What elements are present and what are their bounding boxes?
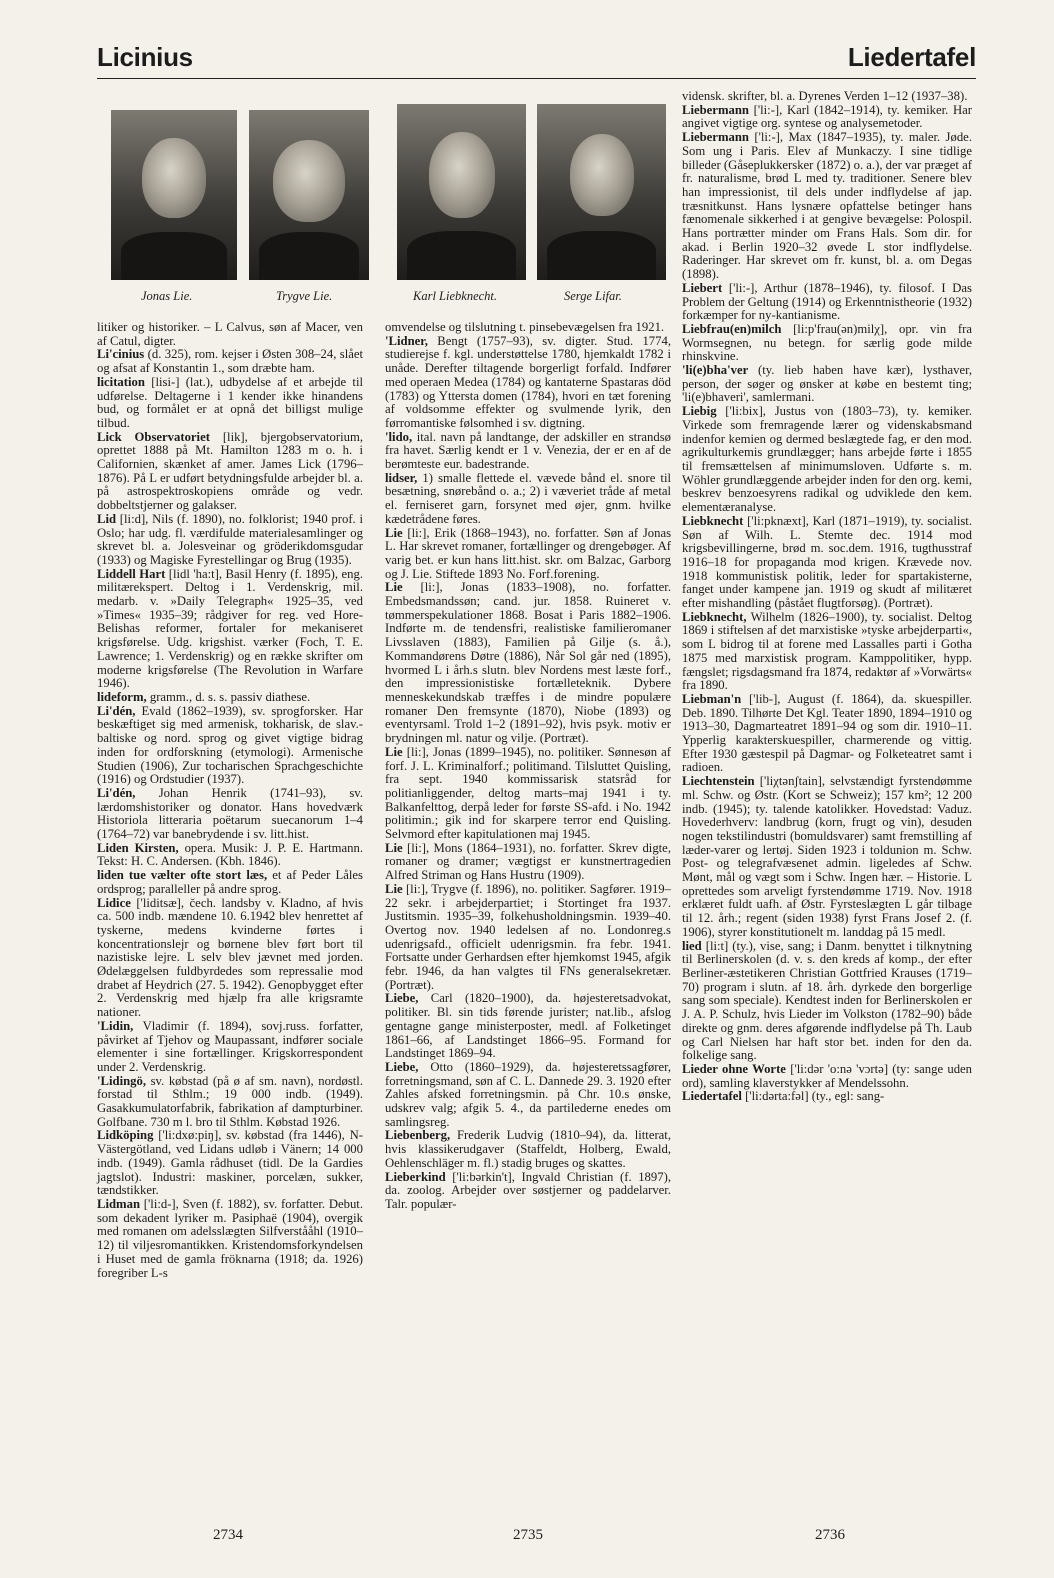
entry-text: (d. 325), rom. kejser i Østen 308–24, slået og afsat af Konstantin 1., som dræbte ham. (97, 347, 364, 376)
dictionary-entry (682, 131, 972, 282)
entry-text: [lisi-] (lat.), udbydelse af et arbejde til udførelse. Deltagerne i 1 kender ikke hinandens bud, og formålet er at opnå det billigst mulige tilbud. (97, 374, 364, 430)
photo-caption: Trygve Lie. (276, 289, 333, 303)
dictionary-entry (682, 282, 972, 323)
dictionary-entry (97, 348, 363, 375)
entry-text: [li:d], Nils (f. 1890), no. folklorist; 1940 prof. i Oslo; har udg. fl. værdifulde materialesamlinger og skrevet bl. a. Jolesveinar og gröderikdomsgudar (1933) og Magiske Fyrestellingar og Brug (1935). (97, 511, 363, 567)
entry-text: Vladimir (f. 1894), sovj.russ. forfatter, påvirket af Tjehov og Maupassant, indfører sociale elementer i sine fortællinger. Krigskorrespondent under 2. Verdenskrig. (97, 1018, 363, 1074)
portrait-trygve-lie (249, 110, 369, 280)
dictionary-entry (385, 581, 671, 745)
entry-text: sv. købstad (på ø af sm. navn), nordøstl. forstad til Sthlm.; 19 000 indb. (1949). Gasakkumulatorfabrik, fabrikation af dampturbiner. Golfbane. 730 m l. bro til Sthlm. Købstad 1926. (97, 1073, 364, 1129)
dictionary-entry (97, 376, 363, 431)
text-column-2 (385, 321, 671, 1212)
entry-headword: Lidice (97, 895, 131, 910)
dictionary-entry (682, 323, 972, 364)
entry-text: (ty. lieb haben have kær), lysthaver, person, der søger og ønsker at købe en bestemt ting; 'li(e)bhaveri', samlermani. (682, 363, 973, 405)
portrait-jonas-lie (111, 110, 237, 280)
dictionary-entry (385, 1061, 671, 1130)
entry-headword: lied (682, 938, 702, 953)
entry-text: ['li:dər 'o:nə 'vɔrtə] (ty: sange uden ord), samling klaverstykker af Mendelssohn. (682, 1061, 973, 1090)
entry-text: ['li:-], Max (1847–1935), ty. maler. Jøde. Som ung i Paris. Elev af Munkaczy. I sine tidlige billeder (Gåseplukkersker (1872) o. a.), der var præget af fr. naturalisme, brød L med ty. traditioner. Senere blev han impressionist, til dels under indflydelse af jap. træsnitkunst. Hans lysnære opfattelse betinger hans fænomenale sikkerhed i at gengive bevægelse: Polospil. Hans portrætter minder om Frans Hals. Som dir. for akad. i Berlin 1920–32 øvede L stor indflydelse. Raderinger. Har skrevet om fr. kunst, bl. a. om Degas (1898). (682, 130, 972, 282)
entry-text: ['liditsæ], čech. landsby v. Kladno, af hvis ca. 500 indb. mændene 10. 6.1942 blev henrettet af tyskerne, medens kvinderne førtes i koncentrationslejr og børnene blev ført bort til nazistiske lejre. L selv blev jævnet med jorden. Ødelæggelsen fuldbyrdedes som repressalie mod drabet af Heydrich (27. 5. 1942). Genopbygget efter 2. Verdenskrig med hjælp fra alle krigsramte nationer. (97, 895, 364, 1020)
running-head-right: Liedertafel (847, 42, 976, 72)
page-number-left: 2734 (213, 1527, 243, 1543)
dictionary-entry (97, 1020, 363, 1075)
dictionary-entry (385, 842, 671, 883)
entry-text: [li:], Jonas (1899–1945), no. politiker. Sønnesøn af forf. J. L. Kriminalforf.; politimand. Tilsluttet Quisling, fra sept. 1940 kommissarisk statsråd for politianliggender, deltog marts–maj 1941 i ty. Balkanfelttog, derpå leder for første SS-afd. i No. 1942 politimin.; gik ind for skarpere terror end Quisling. Selvmord efter kapitulationen maj 1945. (385, 744, 672, 842)
photo-caption: Jonas Lie. (141, 289, 193, 303)
entry-text: Bengt (1757–93), sv. digter. Stud. 1774, studierejse f. kgl. understøttelse 1780, hjemkaldt 1782 i unåde. Derefter tiltagende borgerligt forfald. Indfører med operaen Medea (1784) og kantaterne Spastaras död (1783) og Yttersta domen (1784), hvori en tæt forening af voldsomme effekter og svulmende lyrik, den førromantiske følsomhed i sv. digtning. (385, 333, 672, 430)
dictionary-entry (97, 431, 363, 513)
entry-text: ['li:bix], Justus von (1803–73), ty. kemiker. Virkede som fremragende lærer og videnskabsmand indenfor kemien og dermed beslægtede fag, er den mod. agrikulturkemis grundlægger; hans arbejde førte i 1855 til fremsættelsen af minimumsloven. Udførte s. m. Wöhler grundlæggende arbejder inden for den org. kemi, beskrev benzoesyrens radikal og udviklede den kem. elementæranalyse. (682, 404, 972, 515)
entry-text: [li:], Mons (1864–1931), no. forfatter. Skrev digte, romaner og dramer; vægtigst er kunstnertragedien Alfred Striman og Hans Hustru (1909). (385, 840, 671, 883)
dictionary-entry (682, 90, 972, 104)
dictionary-entry (97, 513, 363, 568)
entry-text: [li:], Jonas (1833–1908), no. forfatter. Embedsmandssøn; cand. jur. 1858. Ruineret v. tømmerspekulationer 1868. Bosat i Paris 1882–1906. Indførte m. de tendensfri, realistiske familieromaner Livsslaven (1883), Familien på Gilje (s. å.), Kommandørens Døtre (1886), Når Sol går ned (1895), hvormed L i årh.s slutn. blev Nordens mest læste forf., den impressionistiske fortælleteknik. Dybere menneskekundskab træffes i de mindre populære romaner Den fremsynte (1870), Niobe (1893) og eventyrsaml. Trold 1–2 (1891–92), hvis psyk. motiv er brydningen ml. natur og vilje. (Portræt). (385, 580, 671, 746)
entry-text: ['li:d-], Sven (f. 1882), sv. forfatter. Debut. som dekadent lyriker m. Pasiphaë (1904), overgik med romanen om adelsslægten Silfverstååhl (1910–12) til viljesromantikken. Kristendomsforkyndelsen i Huset med de gamla fröknarna (1918; da. 1926) foregriber L-s (97, 1197, 364, 1280)
entry-headword: Liebenberg, (385, 1128, 451, 1143)
entry-headword: Liebknecht, (682, 609, 747, 624)
dictionary-entry (97, 869, 363, 896)
photo-caption: Karl Liebknecht. (413, 289, 498, 303)
dictionary-entry (682, 515, 972, 611)
dictionary-entry (682, 775, 972, 939)
entry-headword: Lie (385, 580, 403, 595)
entry-headword: 'Lidingö, (97, 1073, 147, 1088)
dictionary-entry (385, 992, 671, 1061)
entry-text: litiker og historiker. – L Calvus, søn af Macer, ven af Catul, digter. (97, 320, 363, 348)
dictionary-entry (97, 568, 363, 691)
entry-headword: Liebman'n (682, 691, 742, 706)
entry-headword: Liebfrau(en)milch (682, 321, 782, 336)
entry-text: ['li:-], Arthur (1878–1946), ty. filosof. I Das Problem der Geltung (1914) og Erkenntnistheorie (1932) forkæmper for ny-kantianisme. (682, 280, 972, 323)
dictionary-entry (682, 104, 972, 131)
entry-headword: Lie (385, 525, 403, 540)
entry-text: [li:t] (ty.), vise, sang; i Danm. benyttet i tilknytning til Berlinerskolen (d. v. s. den kreds af komp., der efter Berliner-æstetikeren Christian Gottfried Krauses (1719–70) program i slutn. af 18. årh. dyrkede den borgerlige sang som speciale). Kendtest inden for Berlinerskolen er J. A. P. Schulz, hvis Lieder im Volkston (1782–90) både direkte og gnm. deres afgørende indflydelse på Th. Laub og Carl Nielsen har haft stor bet. inden for den da. folkelige sang. (682, 938, 972, 1063)
entry-headword: Liden Kirsten, (97, 840, 179, 855)
entry-headword: Liebe, (385, 991, 419, 1006)
entry-text: et af Peder Låles ordsprog; paralleller på andre sprog. (97, 868, 363, 896)
entry-headword: licitation (97, 374, 145, 389)
entry-headword: Li'dén, (97, 703, 136, 718)
dictionary-entry (385, 883, 671, 993)
entry-headword: Liddell Hart (97, 566, 166, 581)
entry-text: [lik], bjergobservatorium, oprettet 1888 på Mt. Hamilton 1283 m o. h. i Californien, skænket af amer. James Lick (1796–1876). På L er udført betydningsfulde arbejder bl. a. på astrospektroskopiens område og vedr. dobbeltstjerner og galakser. (97, 429, 363, 513)
entry-text: Carl (1820–1900), da. højesteretsadvokat, politiker. Bl. sin tids førende jurister; nat.lib., afslog gentagne gange ministerposter, medl. af Folketinget 1861–66, af Landstinget 1866–95. Formand for Landstinget 1869–94. (385, 991, 671, 1061)
entry-text: Evald (1862–1939), sv. sprogforsker. Har beskæftiget sig med armenisk, tokharisk, de slav.-baltiske og nord. sprog og givet vigtige bidrag inden for ordforskning (etymologi). Armenische Studien (1906), Zur tocharischen Sprachgeschichte (1916) og Ordstudier (1937). (97, 703, 363, 787)
entry-headword: Lick Observatoriet (97, 429, 210, 444)
dictionary-entry (682, 405, 972, 515)
entry-text: gramm., d. s. s. passiv diathese. (149, 689, 311, 704)
entry-text: Wilhelm (1826–1900), ty. socialist. Deltog 1869 i stiftelsen af det marxistiske »tyske arbejderparti«, som L bidrog til at forene med Lassalles parti i Gotha 1875 med marxistisk program. Kamppolitiker, hypp. fængslet; rigsdagsmand fra 1874, redaktør af »Vorwärts« fra 1890. (682, 609, 972, 693)
entry-headword: Liebe, (385, 1059, 419, 1074)
entry-headword: liden tue vælter ofte stort læs, (97, 868, 268, 883)
entry-headword: Lieberkind (385, 1169, 446, 1184)
entry-headword: 'li(e)bha'ver (682, 363, 749, 378)
entry-text: ital. navn på landtange, der adskiller en strandsø fra havet. Særlig kendt er 1 v. Venezia, der er en af de berømteste eur. badestrande. (385, 429, 671, 472)
entry-text: ['li:dərta:fəl] (ty., egl: sang- (745, 1089, 885, 1104)
page-number-right: 2736 (815, 1527, 845, 1543)
dictionary-entry (682, 1063, 972, 1090)
entry-text: Otto (1860–1929), da. højesteretssagfører, forretningsmand, søn af C. L. Dannede 29. 3. 1920 efter Zahles afsked forretningsmin. på Chr. 10.s ønske, udskrev valg; afgik 5. 4., da partilederne enedes om samlingsreg. (385, 1059, 671, 1129)
entry-headword: Lid (97, 511, 117, 526)
entry-text: ['li:bərkin't], Ingvald Christian (f. 1897), da. zoolog. Arbejder over søstjerner og paddelarver. Talr. populær- (385, 1169, 671, 1211)
entry-text: vidensk. skrifter, bl. a. Dyrenes Verden 1–12 (1937–38). (682, 89, 968, 103)
entry-text: ['li:dxø:piŋ], sv. købstad (fra 1446), N-Västergötland, ved Lidans udløb i Vänern; 14 000 indb. (1949). Gamla rådhuset (tidl. De la Gardies jagtslot). Industri: maskiner, porcelæn, sukker, tændstikker. (97, 1128, 364, 1198)
entry-headword: Liechtenstein (682, 774, 755, 789)
entry-headword: Liebermann (682, 130, 749, 145)
dictionary-entry (385, 527, 671, 582)
dictionary-entry (682, 611, 972, 693)
entry-headword: 'lido, (385, 429, 413, 444)
dictionary-entry (97, 691, 363, 705)
dictionary-entry (97, 1075, 363, 1130)
entry-headword: Liebert (682, 280, 723, 295)
dictionary-entry (385, 335, 671, 431)
entry-headword: lideform, (97, 689, 147, 704)
entry-headword: Li'dén, (97, 785, 136, 800)
entry-headword: Lidköping (97, 1128, 154, 1143)
entry-headword: lidser, (385, 470, 418, 485)
dictionary-entry (97, 1198, 363, 1280)
entry-headword: Li'cinius (97, 347, 145, 362)
dictionary-entry (385, 746, 671, 842)
entry-text: Frederik Ludvig (1810–94), da. litterat, hvis klassikerudgaver (Staffeldt, Holberg, Ewald, Oehlenschläger m. fl.) stadig bruges og skattes. (385, 1128, 672, 1170)
entry-text: ['li:pknæxt], Karl (1871–1919), ty. socialist. Søn af Wilh. L. Stemte dec. 1914 mod krigsbevillingerne, brød m. soc.dem. 1916, tugthusstraf 1916–18 for propaganda mod krigen. Krævede nov. 1918 kommunistisk politik, leder for spartakisterne, fanget under kampene jan. 1919 og skudt af militæret efter mishandling (påstået flugtforsøg). (Portræt). (682, 513, 972, 611)
entry-headword: Lie (385, 744, 403, 759)
dictionary-entry (385, 472, 671, 527)
entry-text: omvendelse og tilslutning t. pinsebevægelsen fra 1921. (385, 320, 665, 334)
portrait-serge-lifar (537, 104, 666, 280)
photo-caption: Serge Lifar. (564, 289, 622, 303)
dictionary-entry (97, 705, 363, 787)
entry-text: [li:], Erik (1868–1943), no. forfatter. Søn af Jonas L. Har skrevet romaner, fortællinger og drengebøger. Af varig bet. er kun hans litt.hist. skr. om Balzac, Garborg og J. Lie. Stiftede 1893 No. Forf.forening. (385, 525, 672, 581)
entry-text: ['liχtənʃtain], selvstændigt fyrstendømme ml. Schw. og Østr. (Kort se Schweiz); 157 km²; 12 200 indb. (1945); ty. talende katolikker. Hovedstad: Vaduz. Hovederhverv: landbrug (korn, frugt og vin), desuden nogen tekstilindustri (bomuldsvarer) samt fremstilling af læder-varer og lertøj. Siden 1923 i toldunion m. Schw. Post- og telegrafvæsenet admin. ligeledes af Schw. Mønt, mål og vægt som i Schw. Ingen hær. – Historie. L oprettedes som arveligt fyrstendømme 1719. Nov. 1918 erklæret fuldt uafh. af Østr. Fyrsteslægten L går tilbage til 12. årh.; regent (siden 1938) fyrst Frans Josef 2. (f. 1906), styrer konstitutionelt m. landdag på 15 medl. (682, 774, 972, 939)
entry-headword: Liedertafel (682, 1089, 742, 1104)
entry-text: opera. Musik: J. P. E. Hartmann. Tekst: H. C. Andersen. (Kbh. 1846). (97, 840, 364, 869)
page-number-middle: 2735 (513, 1527, 543, 1543)
portrait-karl-liebknecht (397, 104, 526, 280)
text-column-1 (97, 321, 363, 1280)
dictionary-entry (97, 842, 363, 869)
header-rule (97, 78, 976, 79)
entry-headword: Lidman (97, 1197, 141, 1211)
dictionary-entry (97, 321, 363, 348)
dictionary-entry (97, 897, 363, 1020)
entry-text: [li:p'frau(ən)milχ], opr. vin fra Wormsegnen, nu betegn. for særlig gode milde rhinskvine. (682, 321, 973, 364)
entry-text: [li:], Trygve (f. 1896), no. politiker. Sagfører. 1919–22 sekr. i arbejderpartiet; i Stortinget fra 1937. Justitsmin. 1935–39, folkehusholdningsmin. 1939–40. Overtog nov. 1940 ledelsen af no. Londonreg.s udenrigsafd., officielt udenrigsmin. fra febr. 1941. Fortsatte under Gerhardsen efter hjemkomst 1945, afgik febr. 1946, da han valgtes til FNs generalsekretær. (Portræt). (385, 881, 671, 992)
entry-headword: Liebermann (682, 102, 749, 117)
dictionary-entry (385, 321, 671, 335)
dictionary-entry (97, 787, 363, 842)
entry-headword: Lie (385, 881, 403, 896)
dictionary-entry (385, 1129, 671, 1170)
entry-headword: Lieder ohne Worte (682, 1061, 786, 1076)
text-column-3 (682, 90, 972, 1104)
dictionary-entry (385, 431, 671, 472)
entry-text: ['li:-], Karl (1842–1914), ty. kemiker. Har angivet vigtige org. syntese og analysemetoder. (682, 102, 973, 131)
entry-text: [lidl 'ha:t], Basil Henry (f. 1895), eng. militærekspert. Deltog i 1. Verdenskrig, mil. medarb. v. »Daily Telegraph« 1925–35, ved »Times« 1935–39; rådgiver for reg. ved Hore-Belishas reformer, fortaler for mekaniseret krigsførelse. Udg. krigshist. værker (Foch, T. E. Lawrence; 1. Verdenskrig) og en række skrifter om moderne krigsførelse (The Revolution in Warfare 1946). (97, 566, 363, 691)
dictionary-entry (682, 1090, 972, 1104)
entry-headword: 'Lidner, (385, 333, 428, 348)
entry-headword: Lie (385, 840, 403, 855)
dictionary-entry (97, 1129, 363, 1198)
running-head-left: Licinius (97, 42, 193, 72)
entry-text: ['lib-], August (f. 1864), da. skuespiller. Deb. 1890. Tilhørte Det Kgl. Teater 1890, 1894–1910 og 1913–30, Dagmarteatret 1891–94 og som dir. 1910–11. Ypperlig karakterskuespiller, charmerende og vittig. Efter 1930 gæstespil på Dagmar- og Folketeatret samt i radioen. (682, 691, 972, 775)
entry-headword: Liebknecht (682, 513, 744, 528)
dictionary-entry (385, 1171, 671, 1212)
dictionary-entry (682, 364, 972, 405)
entry-text: Johan Henrik (1741–93), sv. lærdomshistoriker og donator. Hans hovedværk Historiola litteraria poëtarum suecanorum 1–4 (1764–72) var banebrydende i sv. litt.hist. (97, 785, 363, 842)
dictionary-entry (682, 940, 972, 1063)
dictionary-entry (682, 693, 972, 775)
entry-headword: 'Lidin, (97, 1018, 134, 1033)
entry-text: 1) smalle flettede el. vævede bånd el. snore til besætning, snørebånd o. a.; 2) i væveriet tråde af metal el. ferniseret garn, forsynet med øjer, gnm. hvilke kædetrådene føres. (385, 470, 671, 526)
entry-headword: Liebig (682, 404, 717, 419)
